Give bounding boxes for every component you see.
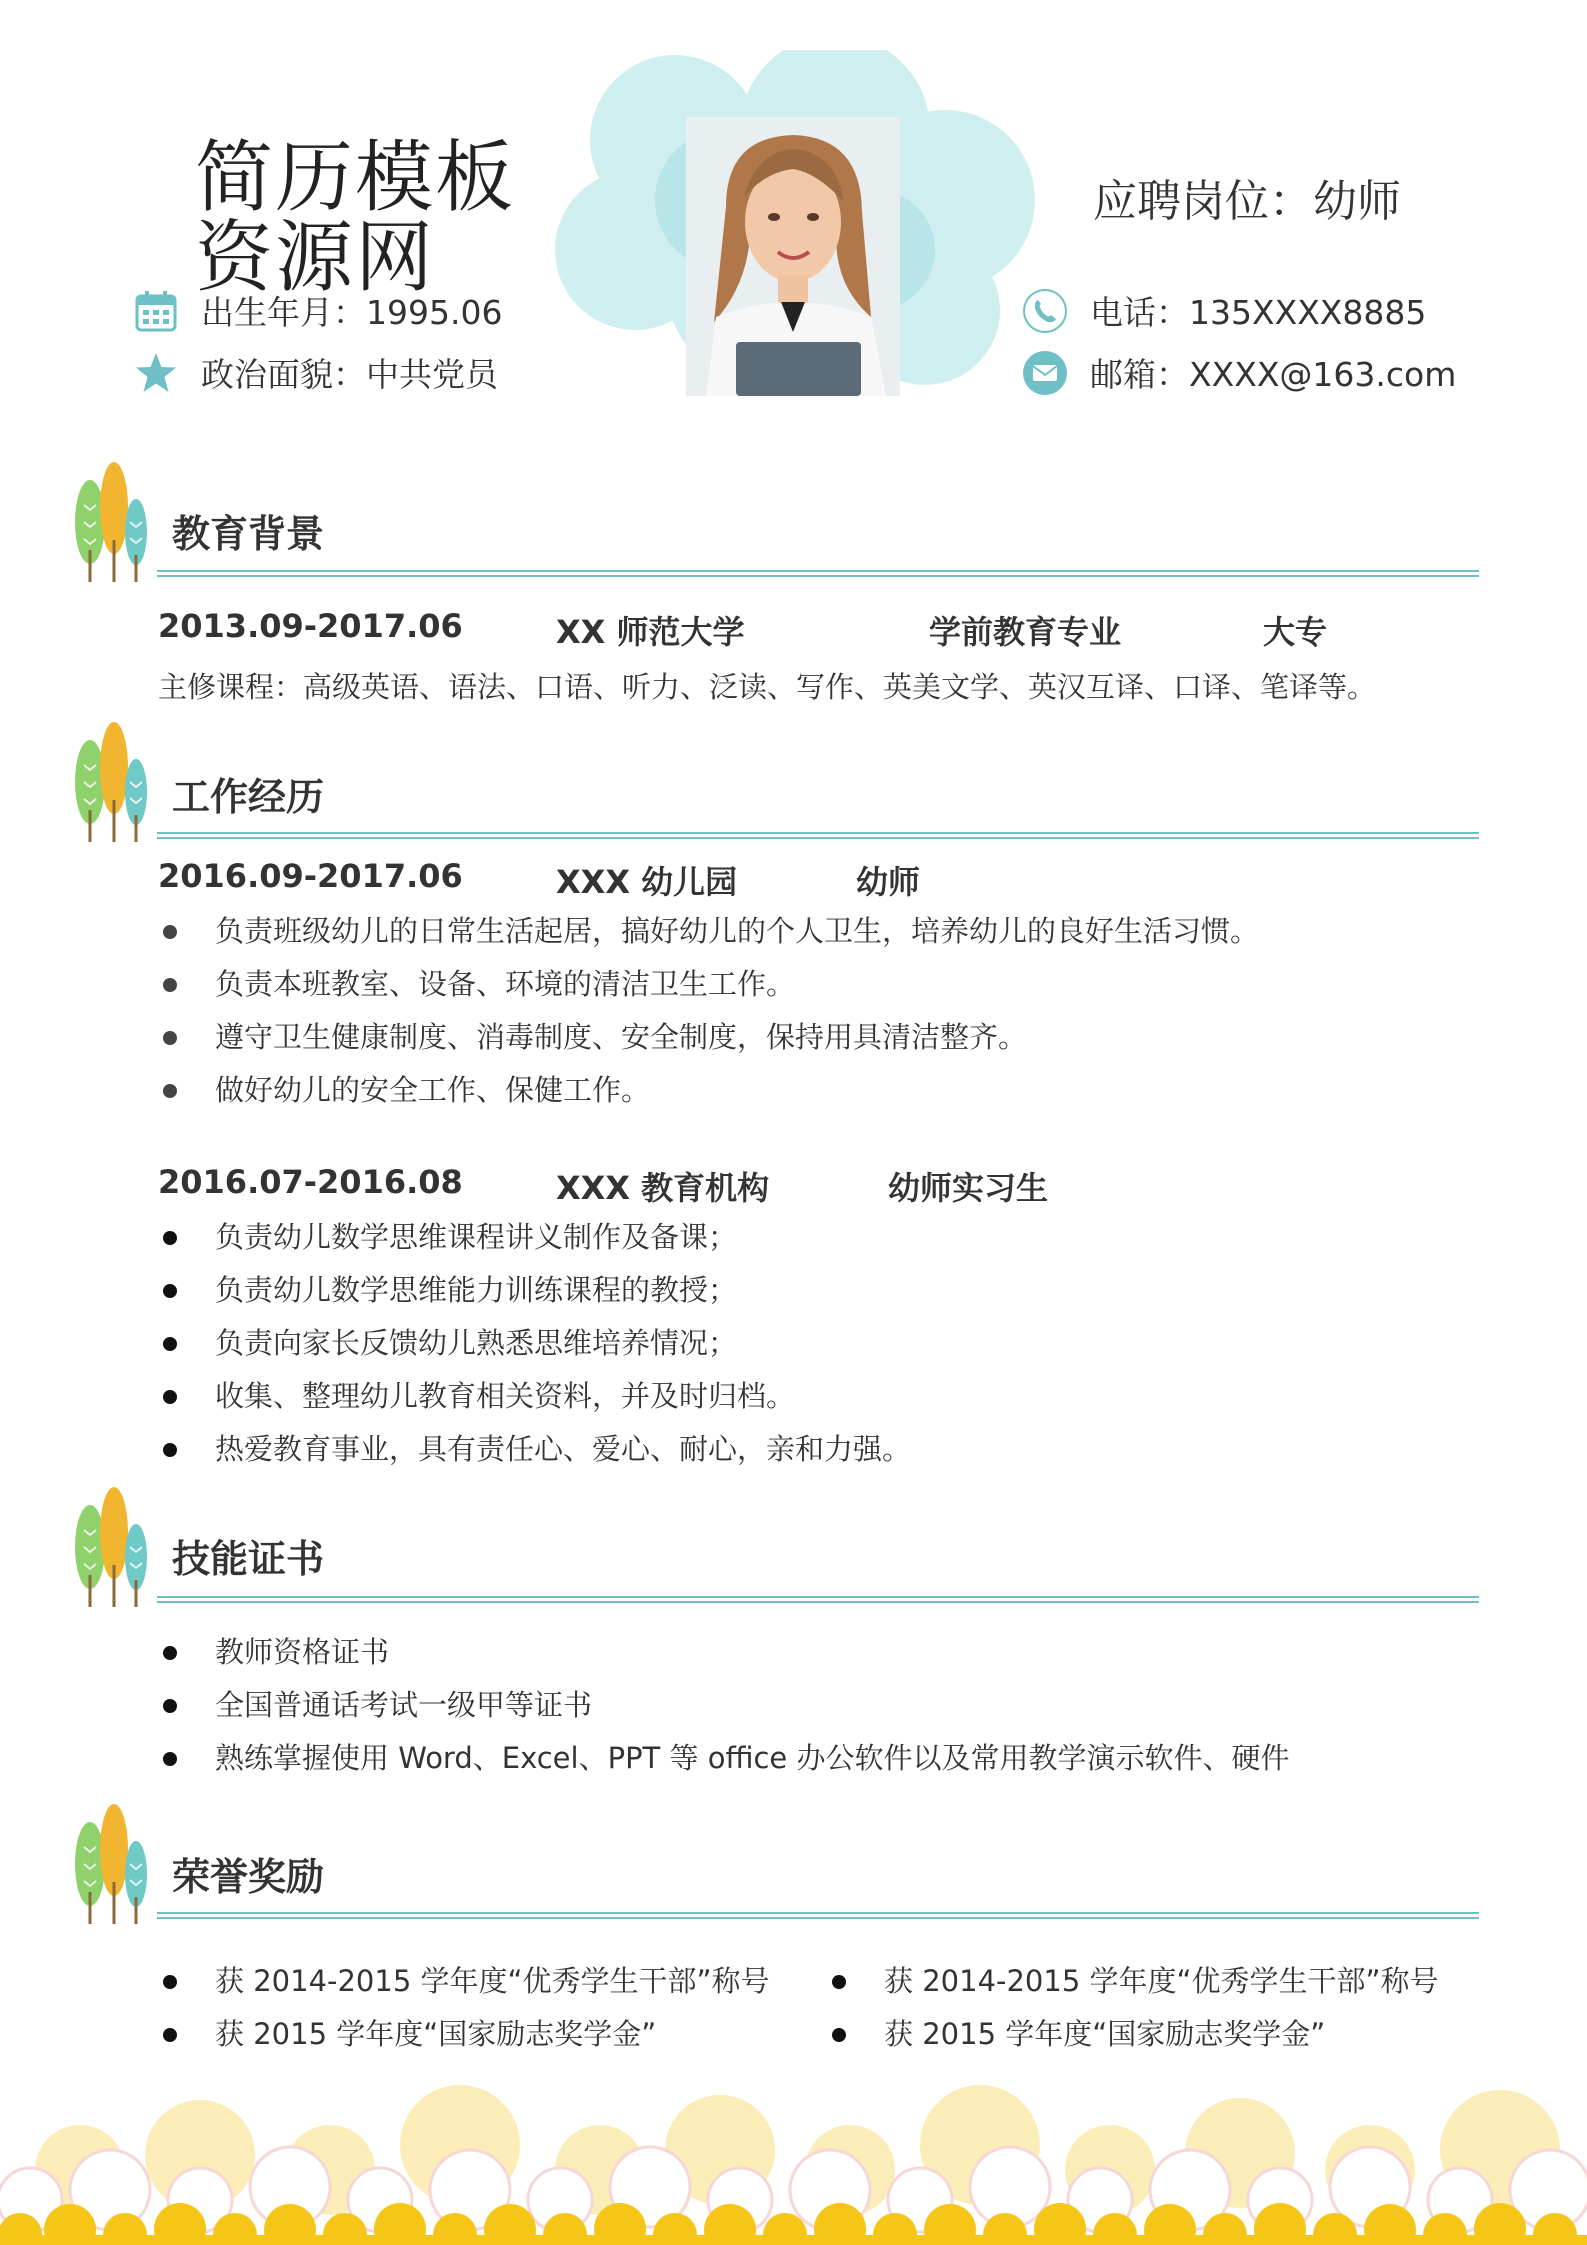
education-date: 2013.09-2017.06 bbox=[158, 607, 463, 645]
name-title: 简历模板资源网 bbox=[195, 133, 516, 303]
email-text: 邮箱：XXXX@163.com bbox=[1090, 355, 1457, 394]
skills-list bbox=[158, 1626, 1290, 1785]
skills-title: 技能证书 bbox=[172, 1537, 325, 1581]
trees-icon bbox=[70, 1802, 150, 1927]
honors-list-left bbox=[158, 1955, 770, 2061]
list-item: 教师资格证书 bbox=[158, 1626, 1290, 1679]
politics-text: 政治面貌：中共党员 bbox=[201, 355, 498, 394]
job-2-org: XXX 教育机构 bbox=[556, 1169, 770, 1207]
phone-row bbox=[1022, 287, 1426, 334]
education-school: XX 师范大学 bbox=[556, 613, 745, 651]
trees-icon bbox=[70, 460, 150, 585]
list-item: 热爱教育事业，具有责任心、爱心、耐心，亲和力强。 bbox=[158, 1423, 911, 1476]
list-item: 收集、整理幼儿教育相关资料，并及时归档。 bbox=[158, 1370, 911, 1423]
phone-text: 电话：135XXXX8885 bbox=[1090, 293, 1427, 332]
job-2-date: 2016.07-2016.08 bbox=[158, 1163, 463, 1201]
star-icon bbox=[133, 350, 179, 396]
education-divider bbox=[157, 570, 1479, 577]
list-item: 负责幼儿数学思维能力训练课程的教授； bbox=[158, 1264, 911, 1317]
list-item: 负责班级幼儿的日常生活起居，搞好幼儿的个人卫生，培养幼儿的良好生活习惯。 bbox=[158, 905, 1259, 958]
education-major: 学前教育专业 bbox=[929, 613, 1122, 651]
list-item: 获 2014-2015 学年度“优秀学生干部”称号 bbox=[158, 1955, 770, 2008]
list-item: 熟练掌握使用 Word、Excel、PPT 等 office 办公软件以及常用教学演示软件、硬件 bbox=[158, 1732, 1290, 1785]
honors-list-right bbox=[827, 1955, 1439, 2061]
job-1-duties bbox=[158, 905, 1259, 1117]
education-degree: 大专 bbox=[1263, 613, 1328, 651]
honors-divider bbox=[157, 1912, 1479, 1919]
job-2-role: 幼师实习生 bbox=[888, 1169, 1049, 1207]
education-title: 教育背景 bbox=[172, 512, 325, 556]
trees-icon bbox=[70, 720, 150, 845]
birth-row bbox=[133, 287, 502, 334]
birth-text: 出生年月：1995.06 bbox=[201, 293, 503, 332]
list-item: 获 2015 学年度“国家励志奖学金” bbox=[158, 2008, 770, 2061]
cloud-border-decoration bbox=[0, 2075, 1587, 2245]
applied-position: 应聘岗位：幼师 bbox=[1093, 176, 1401, 227]
calendar-icon bbox=[133, 288, 179, 334]
list-item: 遵守卫生健康制度、消毒制度、安全制度，保持用具清洁整齐。 bbox=[158, 1011, 1259, 1064]
list-item: 获 2014-2015 学年度“优秀学生干部”称号 bbox=[827, 1955, 1439, 2008]
work-title: 工作经历 bbox=[172, 775, 325, 819]
mail-icon bbox=[1022, 350, 1068, 396]
education-courses: 主修课程：高级英语、语法、口语、听力、泛读、写作、英美文学、英汉互译、口译、笔译等。 bbox=[158, 670, 1377, 704]
list-item: 负责本班教室、设备、环境的清洁卫生工作。 bbox=[158, 958, 1259, 1011]
job-2-duties bbox=[158, 1211, 911, 1476]
profile-photo bbox=[686, 117, 900, 396]
list-item: 做好幼儿的安全工作、保健工作。 bbox=[158, 1064, 1259, 1117]
politics-row bbox=[133, 349, 498, 396]
list-item: 全国普通话考试一级甲等证书 bbox=[158, 1679, 1290, 1732]
list-item: 负责幼儿数学思维课程讲义制作及备课； bbox=[158, 1211, 911, 1264]
work-divider bbox=[157, 832, 1479, 839]
list-item: 获 2015 学年度“国家励志奖学金” bbox=[827, 2008, 1439, 2061]
job-1-role: 幼师 bbox=[856, 863, 921, 901]
job-1-date: 2016.09-2017.06 bbox=[158, 857, 463, 895]
honors-title: 荣誉奖励 bbox=[172, 1855, 325, 1899]
job-1-org: XXX 幼儿园 bbox=[556, 863, 738, 901]
trees-icon bbox=[70, 1485, 150, 1610]
phone-icon bbox=[1022, 288, 1068, 334]
email-row bbox=[1022, 349, 1456, 396]
list-item: 负责向家长反馈幼儿熟悉思维培养情况； bbox=[158, 1317, 911, 1370]
skills-divider bbox=[157, 1596, 1479, 1603]
